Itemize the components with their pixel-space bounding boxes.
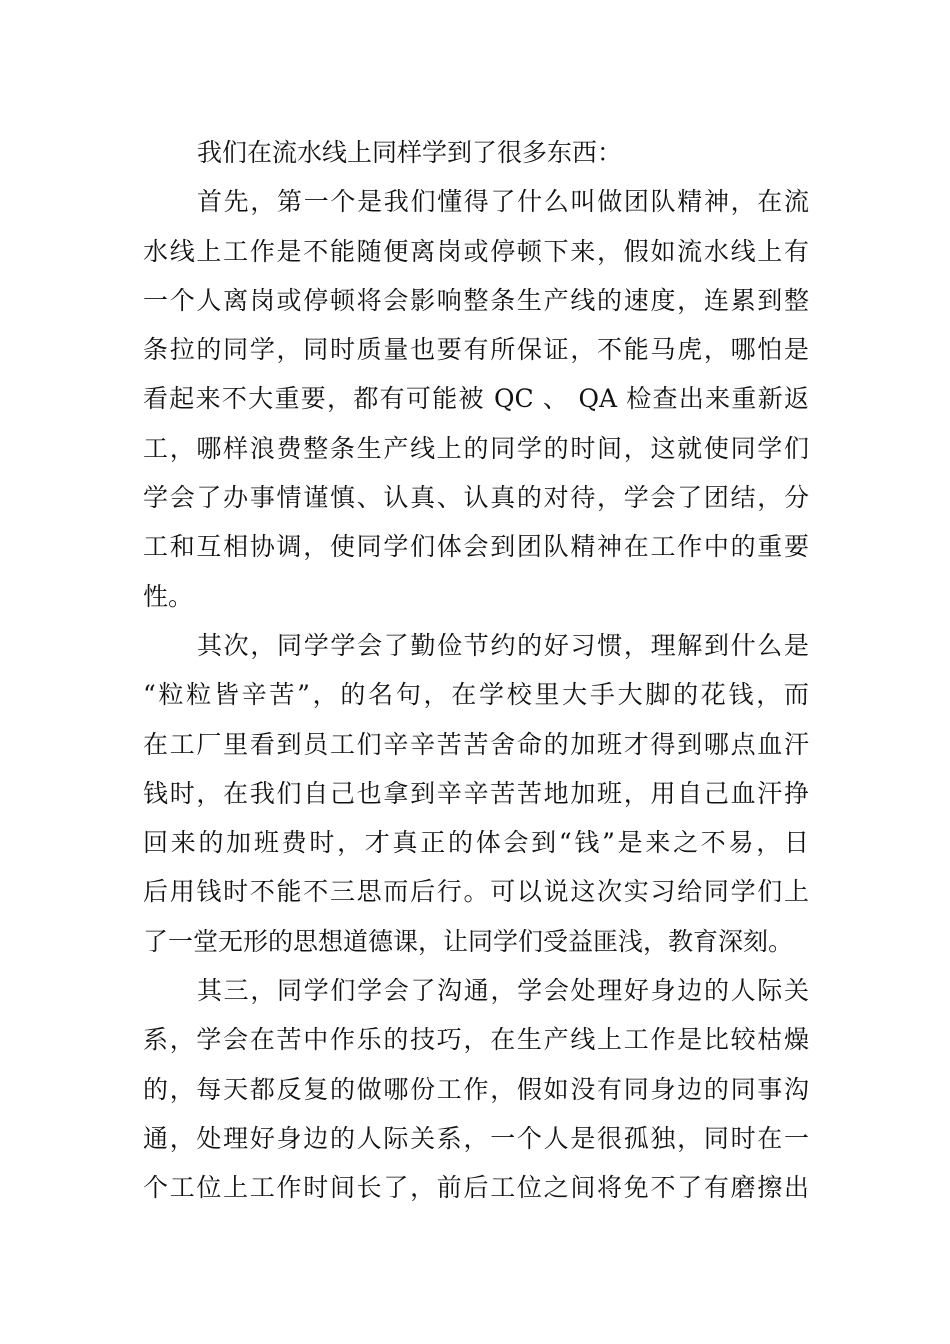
- text-line: “粒粒皆辛苦”，的名句，在学校里大手大脚的花钱，而: [143, 680, 809, 710]
- paragraph-intro: [143, 128, 809, 177]
- document-body: [143, 128, 809, 1213]
- text-line: 个工位上工作时间长了，前后工位之间将免不了有磨擦出: [143, 1173, 809, 1203]
- text-line: 其次，同学学会了勤俭节约的好习惯，理解到什么是: [197, 630, 809, 660]
- text-line: 水线上工作是不能随便离岗或停顿下来，假如流水线上有: [143, 236, 809, 266]
- text-line: 系，学会在苦中作乐的技巧，在生产线上工作是比较枯燥: [143, 1025, 809, 1055]
- text-line: 看起来不大重要，都有可能被 QC 、 QA 检查出来重新返: [143, 384, 809, 414]
- text-line: 条拉的同学，同时质量也要有所保证，不能马虎，哪怕是: [143, 335, 809, 365]
- text-line: 一个人离岗或停顿将会影响整条生产线的速度，连累到整: [143, 285, 809, 315]
- text-line: 钱时，在我们自己也拿到辛辛苦苦地加班，用自己血汗挣: [143, 778, 809, 808]
- text-line: 性。: [143, 581, 194, 611]
- text-line: 通，处理好身边的人际关系，一个人是很孤独，同时在一: [143, 1123, 809, 1153]
- text-line: 了一堂无形的思想道德课，让同学们受益匪浅，教育深刻。: [143, 926, 794, 956]
- text-line: 首先，第一个是我们懂得了什么叫做团队精神，在流: [197, 187, 809, 217]
- text-line: 的，每天都反复的做哪份工作，假如没有同身边的同事沟: [143, 1074, 809, 1104]
- text-line: 回来的加班费时，才真正的体会到“钱”是来之不易，日: [143, 828, 809, 858]
- text-line: 工，哪样浪费整条生产线上的同学的时间，这就使同学们: [143, 433, 809, 463]
- text-line: 学会了办事情谨慎、认真、认真的对待，学会了团结，分: [143, 483, 809, 513]
- paragraph-teamwork: [143, 177, 809, 621]
- text-line: 其三，同学们学会了沟通，学会处理好身边的人际关: [197, 976, 809, 1006]
- text-line: 在工厂里看到员工们辛辛苦苦舍命的加班才得到哪点血汗: [143, 729, 809, 759]
- text-line: 我们在流水线上同样学到了很多东西：: [197, 138, 623, 167]
- text-line: 后用钱时不能不三思而后行。可以说这次实习给同学们上: [143, 877, 809, 907]
- paragraph-communication: [143, 966, 809, 1212]
- text-line: 工和互相协调，使同学们体会到团队精神在工作中的重要: [143, 532, 809, 562]
- paragraph-frugality: [143, 621, 809, 966]
